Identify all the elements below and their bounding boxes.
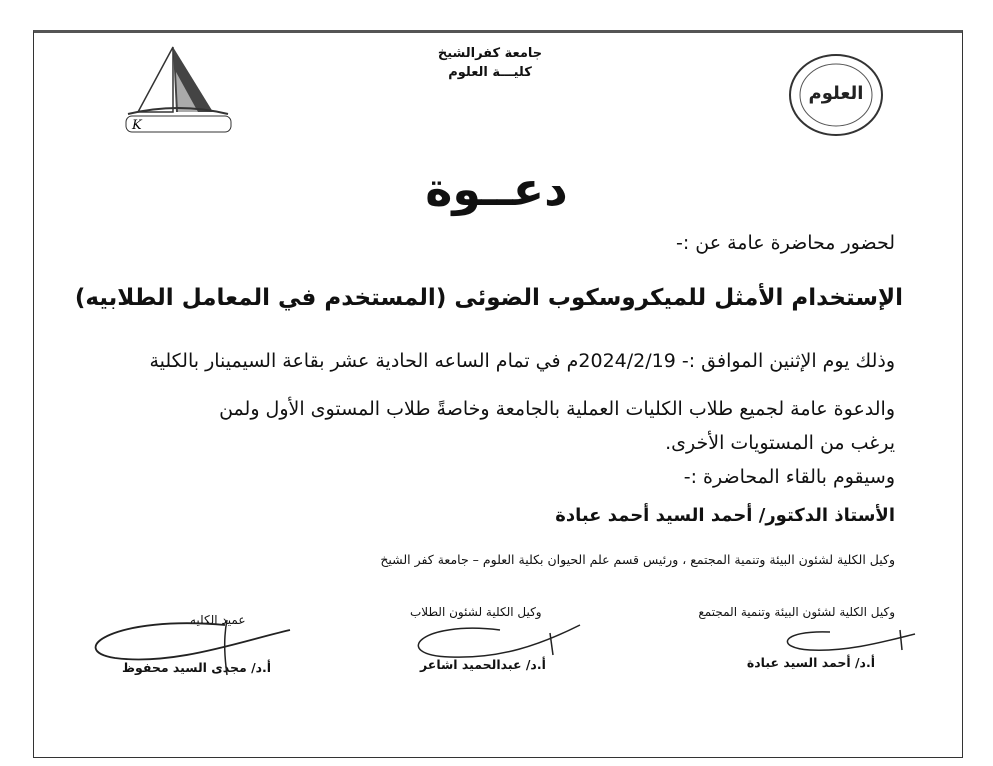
signature-name: أ.د/ مجدى السيد محفوظ xyxy=(122,660,272,675)
signature-name: أ.د/ أحمد السيد عبادة xyxy=(746,655,875,670)
signature-name: أ.د/ عبدالحميد اشاعر xyxy=(420,657,546,672)
faculty-name: كليـــة العلوم xyxy=(448,65,532,80)
body-line: وسيقوم بالقاء المحاضرة :- xyxy=(683,466,895,488)
body-line: والدعوة عامة لجميع طلاب الكليات العملية بالجامعة وخاصةً طلاب المستوى الأول ولمن xyxy=(219,398,895,420)
speaker-role: وكيل الكلية لشئون البيئة وتنمية المجتمع ، ورئيس قسم علم الحيوان بكلية العلوم – جامعة كفر الشيخ xyxy=(380,552,895,567)
handwritten-signature xyxy=(75,600,295,680)
svg-text:K: K xyxy=(132,118,142,133)
handwritten-signature xyxy=(770,620,920,660)
svg-text:العلوم: العلوم xyxy=(808,83,864,104)
signature-title: وكيل الكلية لشئون الطلاب xyxy=(410,605,542,619)
intro-text: لحضور محاضرة عامة عن :- xyxy=(675,232,895,254)
body-line: يرغب من المستويات الأخرى. xyxy=(665,432,895,454)
document-title: دعــوة xyxy=(425,162,568,216)
faculty-seal xyxy=(788,53,884,137)
body-line: وذلك يوم الإثنين الموافق :- 2024/2/19م في تمام الساعه الحادية عشر بقاعة السيمينار بالكلية xyxy=(149,350,895,372)
signature-title: وكيل الكلية لشئون البيئة وتنمية المجتمع xyxy=(698,605,895,619)
speaker-name: الأستاذ الدكتور/ أحمد السيد أحمد عبادة xyxy=(555,505,895,526)
lecture-title: الإستخدام الأمثل للميكروسكوب الضوئى (المستخدم في المعامل الطلابيه) xyxy=(74,285,903,311)
letterhead xyxy=(400,44,580,82)
university-name: جامعة كفرالشيخ xyxy=(437,46,543,61)
handwritten-signature xyxy=(390,615,590,665)
signature-title: عميد الكليه xyxy=(190,613,246,627)
university-logo xyxy=(118,42,238,137)
